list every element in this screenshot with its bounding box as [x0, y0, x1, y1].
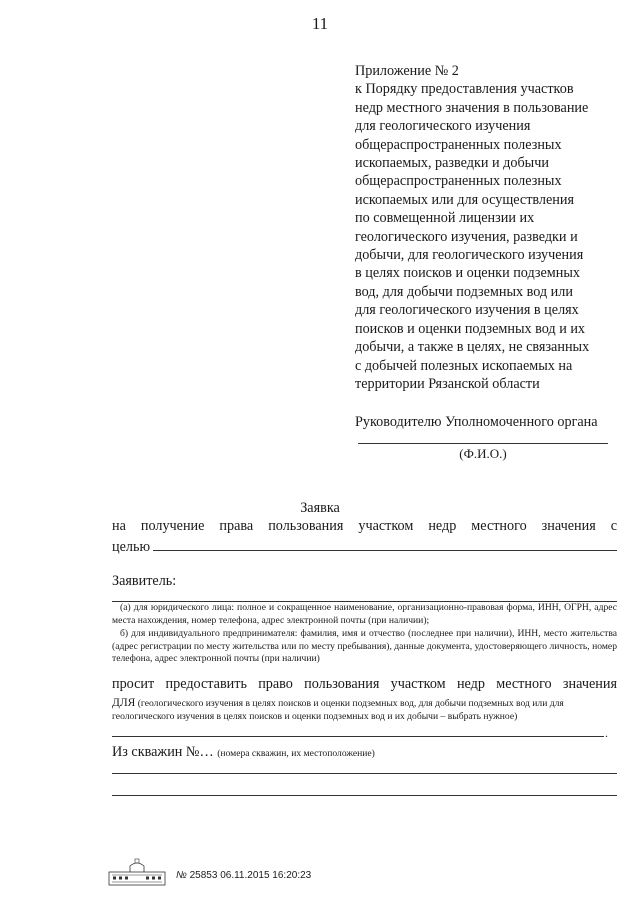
annex-line: с добычей полезных ископаемых на [355, 357, 573, 374]
annex-line: вод, для добычи подземных вод или [355, 283, 573, 300]
request-line: просит предоставить право пользования участком недр местного значения [112, 676, 617, 692]
annex-line: поисков и оценки подземных вод и их [355, 320, 586, 337]
purpose-label: целью [112, 539, 151, 555]
annex-line: добычи, а также в целях, не связанных [355, 339, 590, 356]
registration-number [176, 870, 311, 881]
request-purpose-note: (геологического изучения в целях поисков и оценки подземных вод, для добычи подземных вод или для геологического изучения в целях поисков и оценки подземных вод и их добычи – выбрать нужное) [112, 698, 564, 722]
applicant-note-b: б) для индивидуального предпринимателя: фамилия, имя и отчество (последнее при наличии), ИНН, место жительства (адрес регистрации по месту жительства или по месту пребывания), данные документа, удостоверяющего личность, номер телефона, адрес электронной почты (при наличии) [112, 628, 617, 665]
request-end: . [605, 726, 608, 740]
applicant-note-a: (а) для юридического лица: полное и сокращенное наименование, организационно-правовая форма, ИНН, ОГРН, адрес места нахождения, номер телефона, адрес электронной почты (при наличии); [112, 602, 617, 626]
annex-line: недр местного значения в пользование [355, 99, 589, 116]
annex-line: общераспространенных полезных [355, 136, 562, 153]
registration-number-value: 25853 06.11.2015 16:20:23 [189, 870, 312, 881]
annex-line: по совмещенной лицензии их [355, 210, 535, 227]
wells-blank-line-2 [112, 795, 617, 796]
annex-line: общераспространенных полезных [355, 173, 562, 190]
number-sign: № [176, 870, 187, 881]
annex-title: Приложение № 2 [355, 63, 459, 79]
wells-blank-line-1 [112, 773, 617, 774]
annex-block [355, 62, 625, 393]
request-purpose-first: ДЛЯ [112, 697, 136, 709]
purpose-blank-line [153, 536, 617, 551]
addressee-title: Руководителю Уполномоченного органа [355, 414, 598, 430]
annex-line: ископаемых или для осуществления [355, 191, 574, 208]
request-purpose [112, 697, 617, 724]
annex-line: в целях поисков и оценки подземных [355, 265, 580, 282]
applicant-label: Заявитель: [112, 573, 177, 589]
annex-line: территории Рязанской области [355, 375, 540, 392]
wells-note: (номера скважин, их местоположение) [217, 748, 375, 759]
purpose-line: на получение права пользования участком недр местного значения с [112, 518, 617, 534]
annex-line: добычи, для геологического изучения [355, 247, 584, 264]
purpose-field [112, 536, 617, 556]
page-number: 11 [311, 14, 329, 33]
wells-field [112, 744, 617, 761]
request-blank-line [112, 736, 604, 737]
fio-blank-line [358, 443, 608, 444]
application-title: Заявка [300, 500, 340, 516]
annex-line: геологического изучения, разведки и [355, 228, 578, 245]
registration-stamp-emblem [108, 858, 166, 886]
annex-line: ископаемых, разведки и добычи [355, 155, 549, 172]
annex-line: к Порядку предоставления участков [355, 81, 574, 98]
annex-line: для геологического изучения в целях [355, 302, 579, 319]
annex-line: для геологического изучения [355, 118, 531, 135]
wells-label: Из скважин №… [112, 744, 214, 760]
fio-caption: (Ф.И.О.) [459, 446, 507, 461]
